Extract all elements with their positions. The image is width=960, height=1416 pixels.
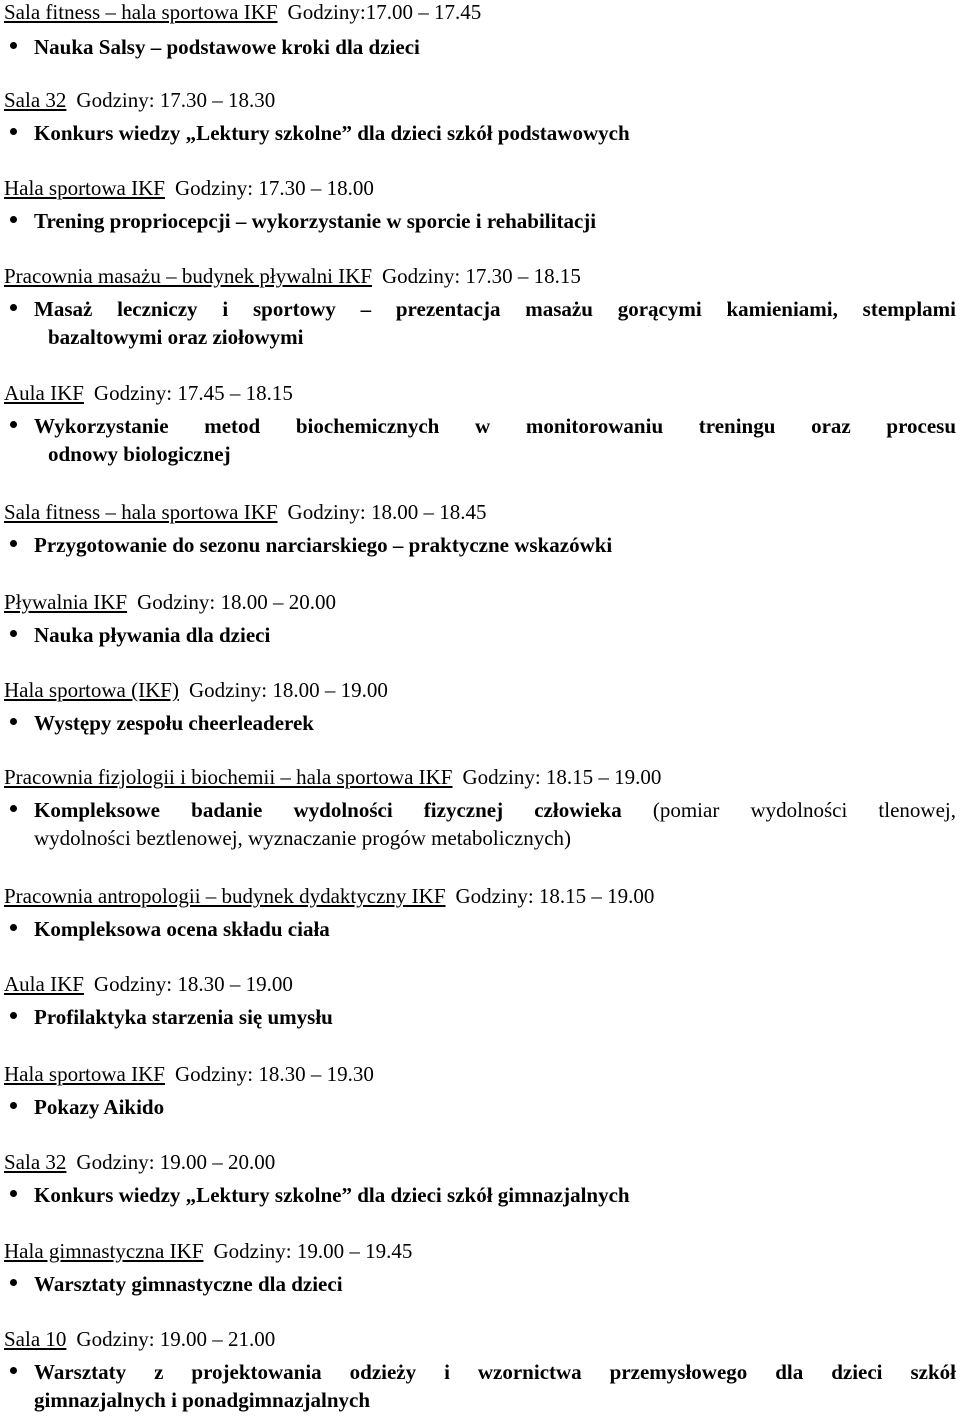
location: Pracownia masażu – budynek pływalni IKF: [4, 264, 373, 288]
time-range: Godziny: 18.00 – 20.00: [137, 590, 336, 614]
location: Hala sportowa IKF: [4, 176, 165, 200]
bullet-icon: [10, 128, 17, 135]
location: Aula IKF: [4, 381, 84, 405]
bullet-icon: [10, 1190, 17, 1197]
bullet-icon: [10, 216, 17, 223]
location: Aula IKF: [4, 972, 84, 996]
location: Pływalnia IKF: [4, 590, 128, 614]
location: Sala 10: [4, 1327, 67, 1351]
time-range: Godziny: 18.00 – 18.45: [287, 500, 487, 524]
time-range: Godziny: 19.00 – 21.00: [76, 1327, 276, 1351]
time-range: Godziny: 18.15 – 19.00: [455, 884, 655, 908]
time-range: Godziny: 18.15 – 19.00: [462, 765, 662, 789]
location: Hala gimnastyczna IKF: [4, 1239, 204, 1263]
event-title: Przygotowanie do sezonu narciarskiego – praktyczne wskazówki: [34, 533, 613, 557]
event-title: Warsztaty z projektowania odzieży i wzornictwa przemysłowego dla dzieci szkół gimnazjalnych i ponadgimnazjalnych: [34, 1360, 956, 1412]
event-title: Wykorzystanie metod biochemicznych w monitorowaniu treningu oraz procesu odnowy biologicznej: [34, 414, 956, 466]
bullet-icon: [10, 1279, 17, 1286]
bullet-icon: [10, 1367, 17, 1374]
bullet-icon: [10, 630, 17, 637]
event-title: Profilaktyka starzenia się umysłu: [34, 1005, 333, 1029]
event-title: Kompleksowe badanie wydolności fizycznej człowieka (pomiar wydolności tlenowej, wydolności beztlenowej, wyznaczanie progów metabolicznych): [34, 798, 956, 850]
bullet-icon: [10, 1102, 17, 1109]
time-range: Godziny: 19.00 – 19.45: [213, 1239, 413, 1263]
time-range: Godziny: 19.00 – 20.00: [76, 1150, 276, 1174]
event-title: Kompleksowa ocena składu ciała: [34, 917, 330, 941]
bullet-icon: [10, 421, 17, 428]
event-title: Konkurs wiedzy „Lektury szkolne” dla dzieci szkół podstawowych: [34, 121, 630, 145]
location: Sala 32: [4, 1150, 67, 1174]
bullet-icon: [10, 42, 17, 49]
event-title: Nauka pływania dla dzieci: [34, 623, 271, 647]
time-range: Godziny: 17.30 – 18.00: [174, 176, 374, 200]
bullet-icon: [10, 924, 17, 931]
location: Hala sportowa IKF: [4, 1062, 165, 1086]
location: Sala fitness – hala sportowa IKF: [4, 0, 278, 24]
location: Sala 32: [4, 88, 67, 112]
time-range: Godziny: 18.00 – 19.00: [188, 678, 388, 702]
location: Pracownia fizjologii i biochemii – hala sportowa IKF: [4, 765, 453, 789]
time-range: Godziny: 18.30 – 19.00: [93, 972, 293, 996]
event-title: Konkurs wiedzy „Lektury szkolne” dla dzieci szkół gimnazjalnych: [34, 1183, 630, 1207]
time-range: Godziny:17.00 – 17.45: [287, 0, 482, 24]
event-title: Masaż leczniczy i sportowy – prezentacja masażu gorącymi kamieniami, stemplami bazaltowymi oraz ziołowymi: [34, 297, 956, 349]
bullet-icon: [10, 718, 17, 725]
time-range: Godziny: 18.30 – 19.30: [174, 1062, 374, 1086]
bullet-icon: [10, 304, 17, 311]
bullet-icon: [10, 540, 17, 547]
event-title: Pokazy Aikido: [34, 1095, 165, 1119]
bullet-icon: [10, 805, 17, 812]
location: Sala fitness – hala sportowa IKF: [4, 500, 278, 524]
bullet-icon: [10, 1012, 17, 1019]
event-title: Trening propriocepcji – wykorzystanie w sporcie i rehabilitacji: [34, 209, 597, 233]
event-title: Nauka Salsy – podstawowe kroki dla dzieci: [34, 35, 420, 59]
time-range: Godziny: 17.30 – 18.30: [76, 88, 276, 112]
event-title: Występy zespołu cheerleaderek: [34, 711, 314, 735]
event-title: Warsztaty gimnastyczne dla dzieci: [34, 1272, 343, 1296]
location: Hala sportowa (IKF): [4, 678, 179, 702]
location: Pracownia antropologii – budynek dydaktyczny IKF: [4, 884, 446, 908]
time-range: Godziny: 17.30 – 18.15: [382, 264, 581, 288]
time-range: Godziny: 17.45 – 18.15: [93, 381, 293, 405]
